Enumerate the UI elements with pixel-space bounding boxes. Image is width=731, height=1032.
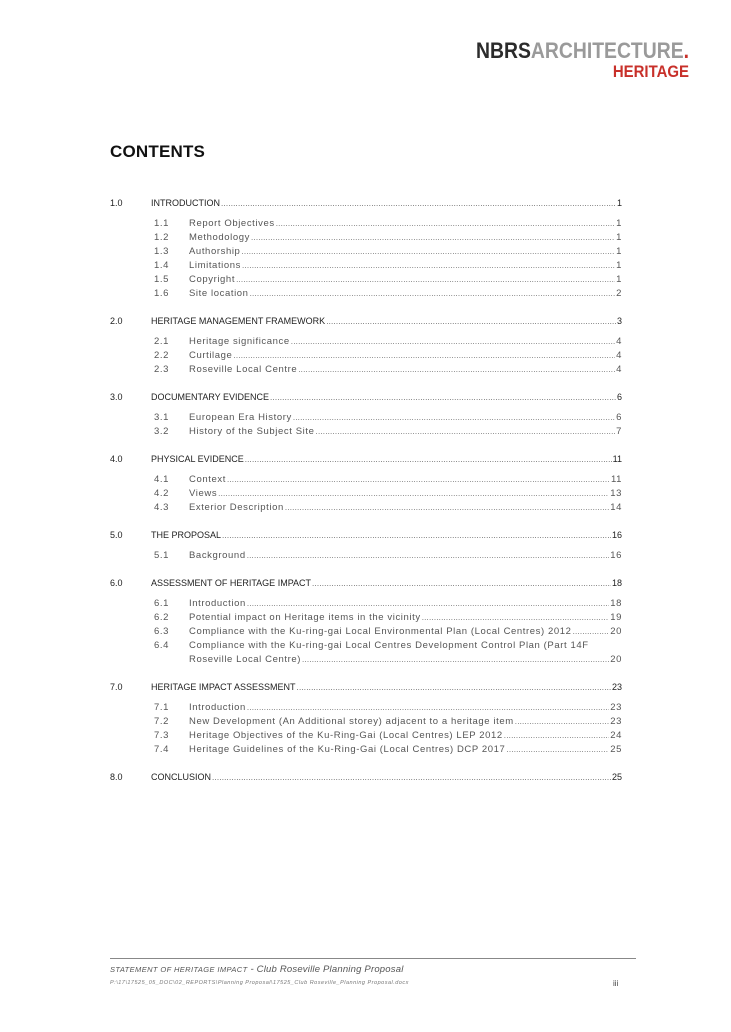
- toc-subsection-list: [110, 474, 622, 516]
- toc-subsection-title: Introduction: [189, 702, 246, 713]
- toc-dot-leader: [245, 455, 612, 464]
- toc-dot-leader: [285, 503, 609, 512]
- toc-subsection-list: [110, 336, 622, 378]
- toc-section: [110, 682, 622, 758]
- toc-section-entry[interactable]: [110, 682, 622, 696]
- toc-dot-leader: [326, 317, 616, 326]
- toc-subsection-number: 6.3: [154, 626, 170, 637]
- toc-subsection-title: Heritage Objectives of the Ku-Ring-Gai (Local Centres) LEP 2012: [189, 730, 503, 741]
- toc-dot-leader: [312, 579, 611, 588]
- toc-subsection-title: Context: [189, 474, 226, 485]
- toc-subsection-title: Introduction: [189, 598, 246, 609]
- toc-page-number: 1: [616, 198, 622, 208]
- toc-subsection-list: [110, 702, 622, 758]
- toc-subsection-number: 6.2: [154, 612, 170, 623]
- toc-dot-leader: [247, 551, 610, 560]
- toc-subsection-title: Site location: [189, 288, 249, 299]
- toc-section-entry[interactable]: [110, 392, 622, 406]
- footer-divider: [110, 958, 636, 959]
- toc-dot-leader: [276, 219, 615, 228]
- toc-subsection-number: 2.2: [154, 350, 170, 361]
- toc-section-entry[interactable]: [110, 198, 622, 212]
- toc-section: [110, 530, 622, 564]
- toc-dot-leader: [218, 489, 609, 498]
- toc-subsection-title: European Era History: [189, 412, 292, 423]
- toc-section-number: 1.0: [110, 198, 123, 208]
- toc-subsection-title: Copyright: [189, 274, 236, 285]
- footer-page-number: iii: [613, 979, 619, 988]
- toc-dot-leader: [241, 247, 615, 256]
- toc-subsection-title: History of the Subject Site: [189, 426, 315, 437]
- toc-page-number: 1: [616, 274, 622, 285]
- toc-section: [110, 772, 622, 786]
- toc-subsection-entry[interactable]: [154, 640, 622, 654]
- toc-page-number: 6: [616, 392, 622, 402]
- toc-page-number: 6: [616, 412, 622, 423]
- toc-subsection-number: 7.1: [154, 702, 170, 713]
- toc-section-number: 7.0: [110, 682, 123, 692]
- toc-subsection-title: Methodology: [189, 232, 250, 243]
- toc-subsection-entry[interactable]: [154, 716, 622, 730]
- toc-subsection-entry[interactable]: [154, 260, 622, 274]
- toc-section-title: INTRODUCTION: [151, 198, 220, 208]
- toc-dot-leader: [270, 393, 616, 402]
- toc-subsection-title: Heritage Guidelines of the Ku-Ring-Gai (Local Centres) DCP 2017: [189, 744, 506, 755]
- toc-page-number: 1: [616, 232, 622, 243]
- toc-page-number: 25: [611, 772, 622, 782]
- toc-section: [110, 198, 622, 302]
- toc-subsection-number: 5.1: [154, 550, 170, 561]
- toc-page-number: 20: [610, 626, 622, 637]
- toc-subsection-title-continued: Roseville Local Centre): [189, 654, 302, 665]
- logo-architecture: ARCHITECTURE: [530, 38, 684, 63]
- toc-subsection-list: [110, 598, 622, 668]
- page-title: CONTENTS: [110, 142, 206, 161]
- toc-section-number: 2.0: [110, 316, 123, 326]
- toc-subsection-entry[interactable]: [154, 364, 622, 378]
- logo-dot: .: [683, 38, 689, 63]
- toc-page-number: 23: [611, 682, 622, 692]
- toc-page-number: 23: [610, 702, 622, 713]
- footer-file-path: P:\17\17525_05_DOC\02_REPORTS\Planning Proposal\17525_Club Roseville_Planning Proposal.docx: [110, 980, 409, 986]
- toc-page-number: 16: [610, 550, 622, 561]
- toc-section-title: DOCUMENTARY EVIDENCE: [151, 392, 270, 402]
- toc-subsection-entry[interactable]: [154, 232, 622, 246]
- toc-subsection-entry[interactable]: [154, 336, 622, 350]
- toc-page-number: 4: [616, 350, 622, 361]
- toc-section-title: ASSESSMENT OF HERITAGE IMPACT: [151, 578, 312, 588]
- toc-subsection-number: 2.1: [154, 336, 170, 347]
- toc-subsection-list: [110, 412, 622, 440]
- toc-subsection-entry[interactable]: [154, 598, 622, 612]
- toc-page-number: 3: [616, 316, 622, 326]
- logo-heritage: HERITAGE: [612, 62, 689, 81]
- toc-dot-leader: [236, 275, 615, 284]
- toc-page-number: 18: [610, 598, 622, 609]
- logo-nbrs: NBRS: [476, 38, 531, 63]
- toc-subsection-entry[interactable]: [154, 730, 622, 744]
- toc-subsection-entry[interactable]: [154, 274, 622, 288]
- toc-subsection-number: 3.1: [154, 412, 170, 423]
- toc-dot-leader: [297, 683, 611, 692]
- toc-subsection-list: [110, 218, 622, 302]
- toc-subsection-number: 1.1: [154, 218, 170, 229]
- toc-subsection-number: 1.2: [154, 232, 170, 243]
- toc-subsection-title: Report Objectives: [189, 218, 275, 229]
- toc-dot-leader: [291, 337, 615, 346]
- table-of-contents: [110, 198, 622, 800]
- toc-dot-leader: [504, 731, 609, 740]
- toc-subsection-title: New Development (An Additional storey) adjacent to a heritage item: [189, 716, 514, 727]
- toc-dot-leader: [247, 599, 609, 608]
- toc-subsection-title: Heritage significance: [189, 336, 290, 347]
- toc-subsection-number: 4.3: [154, 502, 170, 513]
- toc-page-number: 7: [616, 426, 622, 437]
- toc-page-number: 4: [616, 364, 622, 375]
- toc-subsection-number: 6.1: [154, 598, 170, 609]
- toc-subsection-entry[interactable]: [154, 502, 622, 516]
- toc-subsection-number: 4.2: [154, 488, 170, 499]
- toc-subsection-entry[interactable]: [154, 702, 622, 716]
- toc-section-title: HERITAGE IMPACT ASSESSMENT: [151, 682, 296, 692]
- toc-dot-leader: [298, 365, 615, 374]
- toc-section: [110, 578, 622, 668]
- toc-subsection-title: Views: [189, 488, 218, 499]
- toc-page-number: 4: [616, 336, 622, 347]
- toc-page-number: 23: [610, 716, 622, 727]
- toc-page-number: 1: [616, 246, 622, 257]
- toc-page-number: 1: [616, 218, 622, 229]
- toc-dot-leader: [242, 261, 615, 270]
- toc-section: [110, 316, 622, 378]
- toc-dot-leader: [233, 351, 615, 360]
- toc-subsection-entry[interactable]: [154, 474, 622, 488]
- toc-section-number: 3.0: [110, 392, 123, 402]
- toc-subsection-entry[interactable]: [154, 488, 622, 502]
- toc-subsection-entry[interactable]: [154, 744, 622, 758]
- toc-subsection-title: Limitations: [189, 260, 242, 271]
- toc-dot-leader: [212, 773, 611, 782]
- toc-subsection-title: Curtilage: [189, 350, 233, 361]
- toc-subsection-number: 1.6: [154, 288, 170, 299]
- toc-subsection-number: 1.5: [154, 274, 170, 285]
- toc-subsection-entry[interactable]: [154, 218, 622, 232]
- toc-subsection-title: Compliance with the Ku-ring-gai Local Environmental Plan (Local Centres) 2012: [189, 626, 572, 637]
- logo-wordmark: [476, 40, 689, 62]
- footer-document-title: [110, 964, 404, 975]
- toc-dot-leader: [251, 233, 615, 242]
- toc-page-number: 18: [611, 578, 622, 588]
- toc-page-number: 11: [612, 454, 622, 464]
- toc-page-number: 2: [616, 288, 622, 299]
- toc-subsection-number: 7.4: [154, 744, 170, 755]
- toc-section-number: 6.0: [110, 578, 123, 588]
- toc-page-number: 25: [610, 744, 622, 755]
- toc-subsection-title: Background: [189, 550, 246, 561]
- toc-subsection-entry[interactable]: [154, 550, 622, 564]
- toc-subsection-number: 7.2: [154, 716, 170, 727]
- toc-dot-leader: [506, 745, 609, 754]
- nbrs-logo: [447, 40, 689, 80]
- toc-section: [110, 392, 622, 440]
- toc-section-number: 5.0: [110, 530, 123, 540]
- toc-subsection-number: 2.3: [154, 364, 170, 375]
- toc-subsection-entry[interactable]: [154, 412, 622, 426]
- toc-dot-leader: [247, 703, 609, 712]
- toc-section-entry[interactable]: [110, 578, 622, 592]
- toc-dot-leader: [515, 717, 609, 726]
- footer-title-caps: STATEMENT OF HERITAGE IMPACT: [110, 965, 248, 974]
- toc-page-number: 1: [616, 260, 622, 271]
- toc-subsection-continued[interactable]: [154, 654, 622, 668]
- toc-subsection-list: [110, 550, 622, 564]
- toc-subsection-number: 7.3: [154, 730, 170, 741]
- toc-subsection-entry[interactable]: [154, 288, 622, 302]
- footer-title-rest: - Club Roseville Planning Proposal: [247, 964, 404, 975]
- toc-page-number: 13: [610, 488, 622, 499]
- toc-page-number: 14: [610, 502, 622, 513]
- toc-page-number: 24: [610, 730, 622, 741]
- toc-section-title: CONCLUSION: [151, 772, 212, 782]
- toc-section-entry[interactable]: [110, 772, 622, 786]
- toc-section-title: PHYSICAL EVIDENCE: [151, 454, 244, 464]
- toc-dot-leader: [302, 655, 609, 664]
- toc-page-number: 19: [610, 612, 622, 623]
- toc-dot-leader: [227, 475, 610, 484]
- toc-subsection-title: Compliance with the Ku-ring-gai Local Centres Development Control Plan (Part 14F: [189, 640, 589, 651]
- toc-subsection-entry[interactable]: [154, 350, 622, 364]
- toc-section-entry[interactable]: [110, 530, 622, 544]
- toc-subsection-number: 3.2: [154, 426, 170, 437]
- toc-dot-leader: [221, 199, 616, 208]
- toc-subsection-entry[interactable]: [154, 426, 622, 440]
- toc-section-entry[interactable]: [110, 454, 622, 468]
- toc-dot-leader: [222, 531, 611, 540]
- toc-page-number: 11: [610, 474, 622, 485]
- toc-subsection-entry[interactable]: [154, 626, 622, 640]
- toc-dot-leader: [250, 289, 616, 298]
- toc-section-number: 4.0: [110, 454, 123, 464]
- toc-dot-leader: [422, 613, 610, 622]
- toc-subsection-title: Authorship: [189, 246, 241, 257]
- toc-subsection-number: 6.4: [154, 640, 170, 651]
- toc-dot-leader: [573, 627, 610, 636]
- toc-section-entry[interactable]: [110, 316, 622, 330]
- toc-section-number: 8.0: [110, 772, 123, 782]
- toc-subsection-entry[interactable]: [154, 612, 622, 626]
- toc-subsection-number: 1.4: [154, 260, 170, 271]
- toc-subsection-entry[interactable]: [154, 246, 622, 260]
- toc-subsection-title: Potential impact on Heritage items in the vicinity: [189, 612, 421, 623]
- toc-section: [110, 454, 622, 516]
- toc-subsection-number: 4.1: [154, 474, 170, 485]
- toc-section-title: THE PROPOSAL: [151, 530, 222, 540]
- toc-section-title: HERITAGE MANAGEMENT FRAMEWORK: [151, 316, 326, 326]
- toc-page-number: 16: [611, 530, 622, 540]
- toc-subsection-title: Exterior Description: [189, 502, 284, 513]
- toc-subsection-title: Roseville Local Centre: [189, 364, 298, 375]
- toc-page-number: 20: [610, 654, 622, 665]
- toc-dot-leader: [293, 413, 615, 422]
- toc-subsection-number: 1.3: [154, 246, 170, 257]
- toc-dot-leader: [316, 427, 616, 436]
